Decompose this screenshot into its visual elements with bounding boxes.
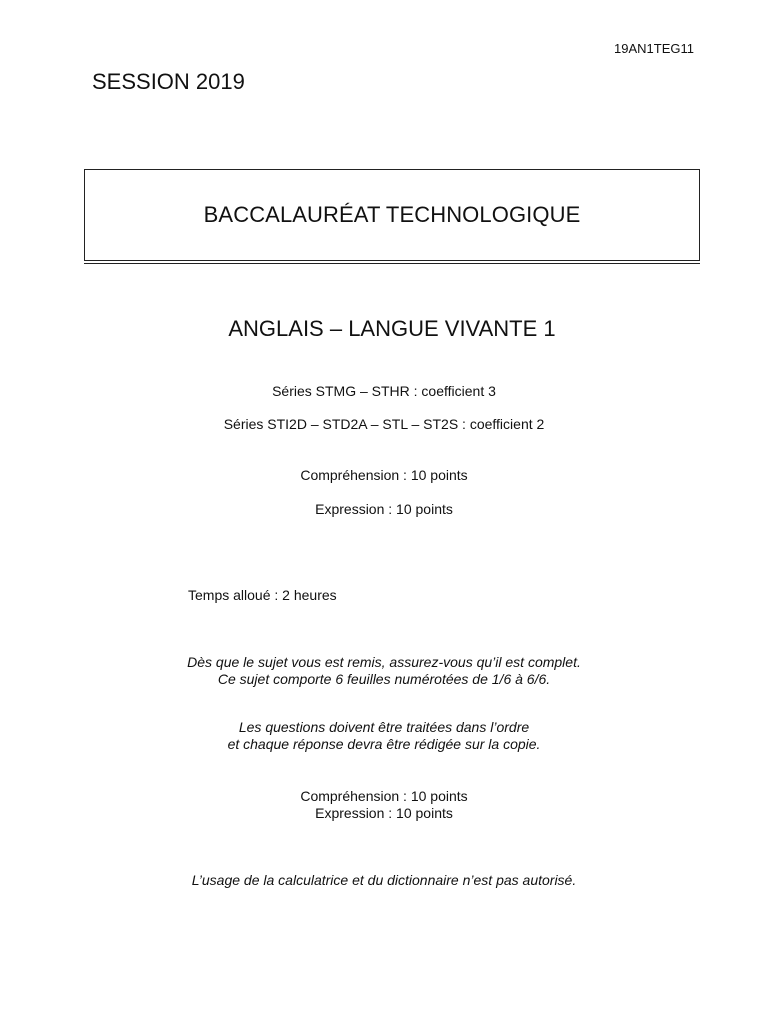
- exam-type-box: [84, 169, 700, 261]
- order-instruction-line-1: Les questions doivent être traitées dans l’ordre: [238, 719, 530, 735]
- reference-code: 19AN1TEG11: [614, 41, 694, 56]
- exam-type-box-underline: [84, 263, 700, 265]
- session-title: SESSION 2019: [92, 69, 245, 94]
- order-instruction: [0, 719, 768, 753]
- completeness-instruction: [0, 654, 768, 688]
- order-instruction-line-2: et chaque réponse devra être rédigée sur la copie.: [227, 736, 541, 752]
- calculator-dictionary-note: L’usage de la calculatrice et du dictionnaire n’est pas autorisé.: [191, 872, 577, 888]
- comprehension-points: Compréhension : 10 points: [300, 467, 468, 483]
- exam-type-title: BACCALAURÉAT TECHNOLOGIQUE: [203, 202, 581, 227]
- points-summary: [0, 788, 768, 822]
- points-summary-expression: Expression : 10 points: [315, 805, 453, 821]
- expression-points: Expression : 10 points: [315, 501, 453, 517]
- completeness-instruction-line-1: Dès que le sujet vous est remis, assurez-vous qu’il est complet.: [187, 654, 581, 670]
- series-coefficient-line-1: Séries STMG – STHR : coefficient 3: [272, 383, 496, 399]
- subject-title: ANGLAIS – LANGUE VIVANTE 1: [228, 316, 556, 341]
- time-allowed: Temps alloué : 2 heures: [188, 587, 337, 603]
- completeness-instruction-line-2: Ce sujet comporte 6 feuilles numérotées de 1/6 à 6/6.: [217, 671, 551, 687]
- series-coefficient-line-2: Séries STI2D – STD2A – STL – ST2S : coefficient 2: [223, 416, 545, 432]
- points-summary-comprehension: Compréhension : 10 points: [300, 788, 468, 804]
